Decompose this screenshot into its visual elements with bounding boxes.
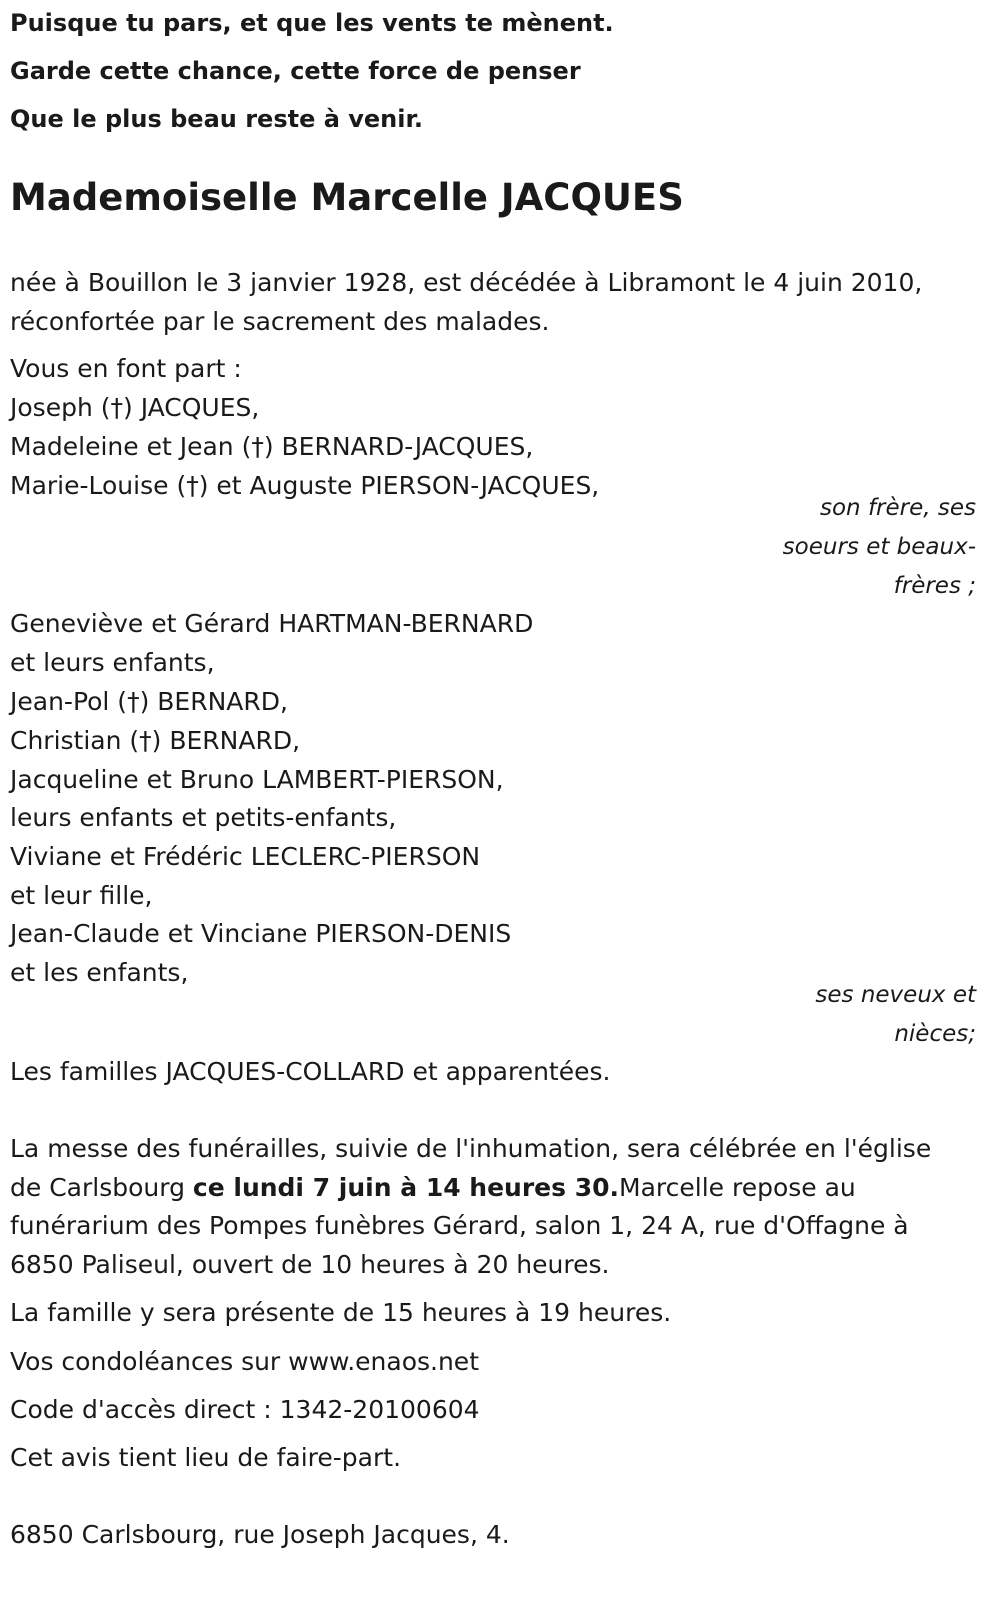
notice-line: Cet avis tient lieu de faire-part. [10,1443,402,1472]
family-line: Marie-Louise (†) et Auguste PIERSON-JACQUES, [10,471,600,500]
poem-line-2: Garde cette chance, cette force de penser [10,57,581,85]
intro-line-2: réconfortée par le sacrement des malades. [10,307,550,336]
family-line: Jean-Claude et Vinciane PIERSON-DENIS [10,919,512,948]
funeral-datetime: ce lundi 7 juin à 14 heures 30. [192,1173,620,1202]
family-presence: La famille y sera présente de 15 heures à 19 heures. [10,1298,672,1327]
poem-line-3: Que le plus beau reste à venir. [10,105,424,133]
deceased-name-title: Mademoiselle Marcelle JACQUES [10,176,684,219]
relation-siblings: frères ; [893,573,976,599]
funeral-line-3: funérarium des Pompes funèbres Gérard, salon 1, 24 A, rue d'Offagne à [10,1211,909,1240]
families-line: Les familles JACQUES-COLLARD et apparentées. [10,1057,611,1086]
family-line: Viviane et Frédéric LECLERC-PIERSON [10,842,481,871]
family-line: Jacqueline et Bruno LAMBERT-PIERSON, [10,765,504,794]
family-line: Geneviève et Gérard HARTMAN-BERNARD [10,609,534,638]
family-line: et leurs enfants, [10,648,215,677]
family-line: Madeleine et Jean (†) BERNARD-JACQUES, [10,432,534,461]
relation-siblings: soeurs et beaux- [782,534,976,560]
relation-nephews: nièces; [894,1021,976,1047]
family-line: leurs enfants et petits-enfants, [10,803,397,832]
poem-line-1: Puisque tu pars, et que les vents te mènent. [10,9,614,37]
family-line: Jean-Pol (†) BERNARD, [10,687,288,716]
family-line: Christian (†) BERNARD, [10,726,301,755]
funeral-repose: Marcelle repose au [619,1173,856,1202]
intro-line-1: née à Bouillon le 3 janvier 1928, est décédée à Libramont le 4 juin 2010, [10,268,923,297]
announce-label: Vous en font part : [10,354,242,383]
funeral-line-4: 6850 Paliseul, ouvert de 10 heures à 20 heures. [10,1250,610,1279]
funeral-line-1: La messe des funérailles, suivie de l'inhumation, sera célébrée en l'église [10,1134,932,1163]
address-line: 6850 Carlsbourg, rue Joseph Jacques, 4. [10,1520,510,1549]
relation-nephews: ses neveux et [815,982,976,1008]
funeral-location: de Carlsbourg [10,1173,193,1202]
access-code: Code d'accès direct : 1342-20100604 [10,1395,480,1424]
family-line: et leur fille, [10,881,153,910]
condolences-line: Vos condoléances sur www.enaos.net [10,1347,479,1376]
family-line: Joseph (†) JACQUES, [10,393,260,422]
relation-siblings: son frère, ses [820,495,976,521]
funeral-line-2 [10,1171,856,1205]
family-line: et les enfants, [10,958,189,987]
